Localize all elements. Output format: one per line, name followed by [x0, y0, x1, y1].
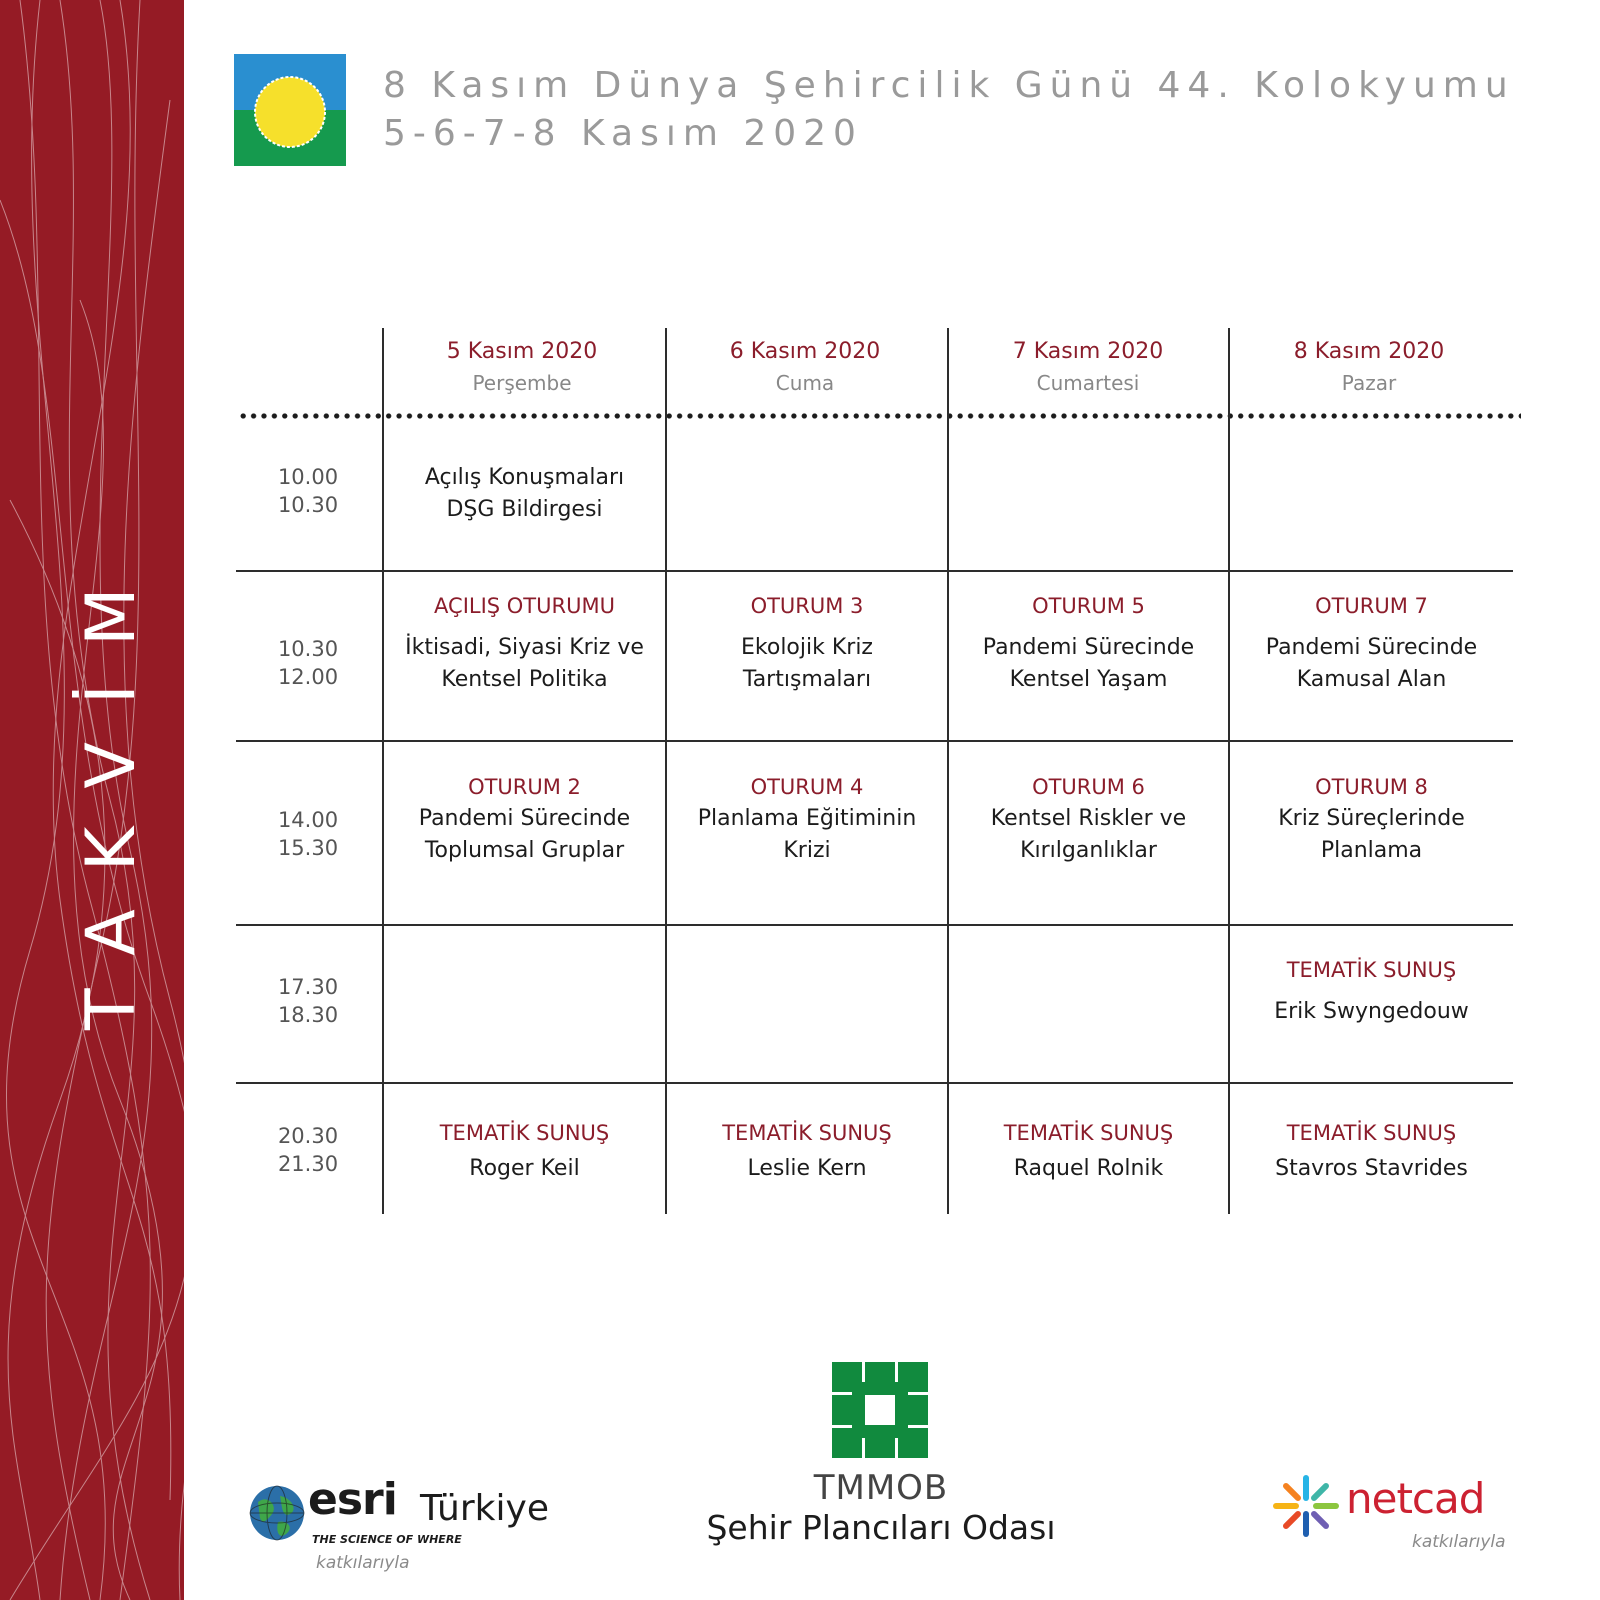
esri-contribution-note: katkılarıyla: [316, 1553, 410, 1573]
grid-hline: [236, 1082, 1513, 1084]
time-slot-3: [236, 806, 380, 862]
time-start: 14.00: [277, 808, 339, 832]
grid-hline: [236, 740, 1513, 742]
column-weekday: Pazar: [1341, 371, 1397, 395]
cell-line: Kırılganlıklar: [1020, 838, 1157, 863]
schedule-cell: [384, 771, 665, 867]
session-heading: OTURUM 5: [1032, 594, 1145, 618]
column-weekday: Cuma: [775, 371, 835, 395]
cell-line: Kentsel Yaşam: [1009, 667, 1168, 692]
netcad-logo-word: netcad: [1346, 1474, 1485, 1523]
time-slot-4: [236, 973, 380, 1029]
column-header-1: [382, 336, 662, 398]
grid-hline: [236, 924, 1513, 926]
esri-country: Türkiye: [420, 1488, 549, 1529]
column-header-3: [948, 336, 1228, 398]
cell-line: Leslie Kern: [747, 1156, 867, 1181]
netcad-arrows-icon: [1272, 1474, 1340, 1538]
time-end: 10.30: [277, 493, 339, 517]
cell-line: Kriz Süreçlerinde: [1278, 806, 1465, 831]
column-date: 7 Kasım 2020: [1012, 339, 1164, 364]
cell-line: Ekolojik Kriz: [741, 635, 873, 660]
esri-tagline: THE SCIENCE OF WHERE: [312, 1533, 462, 1546]
cell-line: Roger Keil: [469, 1156, 580, 1181]
schedule-cell: [1230, 1117, 1513, 1185]
cell-line: Kentsel Politika: [441, 667, 608, 692]
title-line-2: 5-6-7-8 Kasım 2020: [383, 113, 863, 154]
time-end: 21.30: [277, 1152, 339, 1176]
time-start: 17.30: [277, 975, 339, 999]
tmmob-logo-icon: [832, 1362, 928, 1458]
time-slot-5: [236, 1122, 380, 1178]
sidebar-band: [0, 0, 184, 1600]
page-title: [383, 62, 1515, 158]
schedule-cell: [384, 462, 665, 526]
title-line-1: 8 Kasım Dünya Şehircilik Günü 44. Kolokyumu: [383, 65, 1515, 106]
cell-line: Toplumsal Gruplar: [424, 838, 625, 863]
session-heading: AÇILIŞ OTURUMU: [434, 594, 615, 618]
column-header-2: [665, 336, 945, 398]
column-header-4: [1229, 336, 1509, 398]
session-heading: TEMATİK SUNUŞ: [722, 1121, 892, 1145]
schedule-cell: [949, 771, 1228, 867]
time-start: 10.00: [277, 465, 339, 489]
header-dotted-divider: [238, 413, 1521, 419]
schedule-cell: [1230, 590, 1513, 696]
cell-line: Erik Swyngedouw: [1274, 999, 1469, 1024]
cell-line: İktisadi, Siyasi Kriz ve: [405, 635, 644, 660]
cell-line: Kamusal Alan: [1296, 667, 1447, 692]
session-heading: OTURUM 7: [1315, 594, 1428, 618]
column-date: 8 Kasım 2020: [1293, 339, 1445, 364]
schedule-cell: [667, 771, 947, 867]
cell-line: Açılış Konuşmaları: [424, 465, 625, 490]
cell-line: DŞG Bildirgesi: [446, 497, 603, 522]
time-slot-1: [236, 463, 380, 519]
session-heading: TEMATİK SUNUŞ: [1003, 1121, 1174, 1145]
session-heading: OTURUM 8: [1315, 775, 1428, 799]
schedule-cell: [384, 1117, 665, 1185]
vertical-title-text: TAKVİM: [72, 549, 151, 1030]
time-start: 10.30: [277, 637, 339, 661]
session-heading: TEMATİK SUNUŞ: [1286, 958, 1457, 982]
schedule-cell: [1230, 954, 1513, 1028]
column-weekday: Perşembe: [472, 371, 572, 395]
cell-line: Pandemi Sürecinde: [1265, 635, 1478, 660]
vertical-title: [28, 540, 168, 1030]
esri-logo-word: esri: [308, 1474, 397, 1525]
session-heading: OTURUM 3: [750, 594, 864, 618]
session-heading: OTURUM 2: [468, 775, 581, 799]
column-weekday: Cumartesi: [1036, 371, 1140, 395]
schedule-cell: [1230, 771, 1513, 867]
cell-line: Planlama Eğitiminin: [697, 806, 917, 831]
cell-line: Stavros Stavrides: [1275, 1156, 1468, 1181]
cell-line: Raquel Rolnik: [1013, 1156, 1164, 1181]
schedule-cell: [949, 1117, 1228, 1185]
session-heading: OTURUM 4: [750, 775, 864, 799]
time-end: 12.00: [277, 665, 339, 689]
schedule-cell: [667, 590, 947, 696]
netcad-contribution-note: katkılarıyla: [1412, 1532, 1506, 1552]
session-heading: TEMATİK SUNUŞ: [1286, 1121, 1457, 1145]
schedule-cell: [949, 590, 1228, 696]
column-date: 5 Kasım 2020: [446, 339, 598, 364]
schedule-cell: [384, 590, 665, 696]
column-date: 6 Kasım 2020: [729, 339, 881, 364]
session-heading: TEMATİK SUNUŞ: [439, 1121, 610, 1145]
cell-line: Tartışmaları: [742, 667, 872, 692]
cell-line: Pandemi Sürecinde: [982, 635, 1195, 660]
time-end: 15.30: [277, 836, 339, 860]
time-slot-2: [236, 635, 380, 691]
cell-line: Kentsel Riskler ve: [990, 806, 1187, 831]
schedule-cell: [667, 1117, 947, 1185]
time-start: 20.30: [277, 1124, 339, 1148]
cell-line: Planlama: [1320, 838, 1423, 863]
colloquium-logo: [234, 54, 346, 166]
tmmob-label: TMMOB: [813, 1468, 949, 1508]
tmmob-chamber-name: Şehir Plancıları Odası: [706, 1508, 1056, 1547]
time-end: 18.30: [277, 1003, 339, 1027]
cell-line: Pandemi Sürecinde: [418, 806, 631, 831]
globe-icon: [248, 1484, 306, 1542]
session-heading: OTURUM 6: [1032, 775, 1145, 799]
cell-line: Krizi: [783, 838, 831, 863]
grid-hline: [236, 570, 1513, 572]
